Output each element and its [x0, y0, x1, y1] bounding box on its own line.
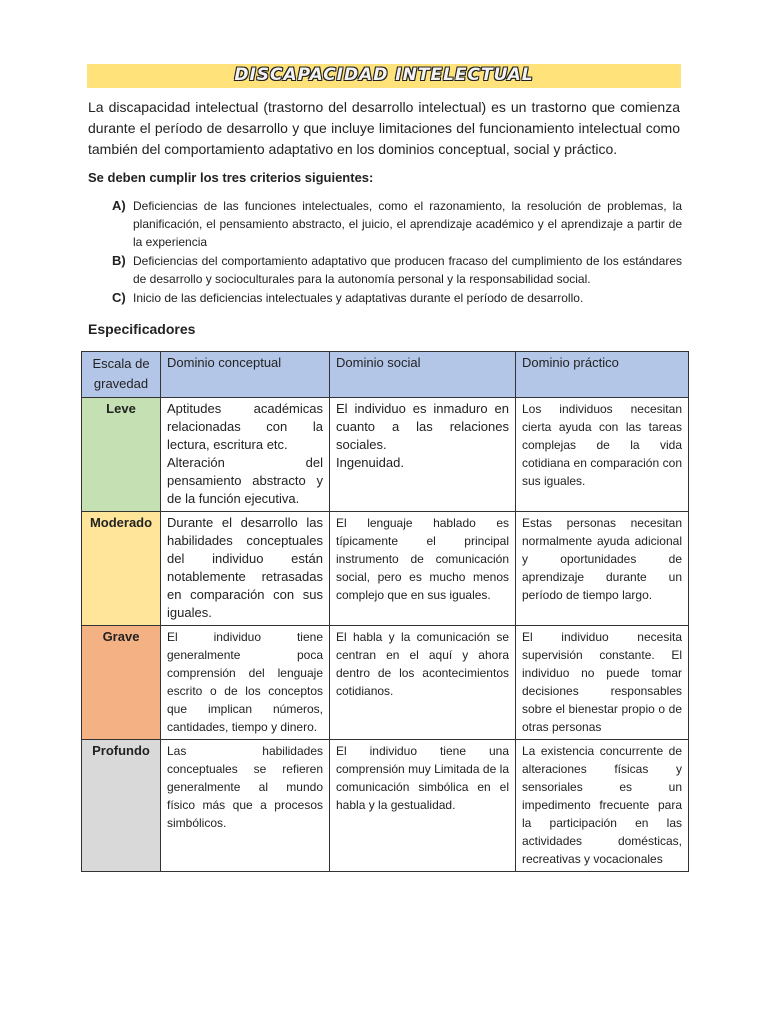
social-cell: El lenguaje hablado es típicamente el principal instrumento de comunicación social, pero es mucho menos complejo que en sus iguales. [330, 512, 516, 626]
severity-cell: Profundo [82, 740, 161, 872]
conceptual-cell: El individuo tiene generalmente poca comprensión del lenguaje escrito o de los conceptos que implican números, cantidades, tiempo y dinero. [161, 626, 330, 740]
table-header-row [82, 352, 689, 398]
header-practical: Dominio práctico [516, 352, 689, 398]
social-cell [330, 398, 516, 512]
intro-paragraph: La discapacidad intelectual (trastorno del desarrollo intelectual) es un trastorno que comienza durante el período de desarrollo y que incluye limitaciones del funcionamiento intelectual como también del comportamiento adaptativo en los dominios conceptual, social y práctico. [88, 99, 680, 157]
criteria-item-c [88, 289, 682, 307]
criteria-text: Deficiencias de las funciones intelectuales, como el razonamiento, la resolución de problemas, la planificación, el pensamiento abstracto, el juicio, el aprendizaje académico y el aprendizaje a partir de la experiencia [133, 199, 682, 249]
conceptual-text: Aptitudes académicas relacionadas con la lectura, escritura etc. [167, 401, 323, 452]
header-severity: Escala de gravedad [82, 352, 161, 398]
conceptual-cell [161, 398, 330, 512]
table-row [82, 626, 689, 740]
criteria-item-a [88, 197, 682, 251]
conceptual-cell: Las habilidades conceptuales se refieren generalmente al mundo físico más que a procesos simbólicos. [161, 740, 330, 872]
practical-cell: La existencia concurrente de alteraciones físicas y sensoriales es un impedimento frecuente para la participación en las actividades domésticas, recreativas y vocacionales [516, 740, 689, 872]
criteria-letter: A) [112, 198, 126, 213]
severity-cell: Moderado [82, 512, 161, 626]
criteria-letter: B) [112, 253, 126, 268]
table-row [82, 398, 689, 512]
conceptual-cell: Durante el desarrollo las habilidades conceptuales del individuo están notablemente retrasadas en comparación con sus iguales. [161, 512, 330, 626]
header-social: Dominio social [330, 352, 516, 398]
criteria-text: Deficiencias del comportamiento adaptativo que producen fracaso del cumplimiento de los estándares de desarrollo y socioculturales para la autonomía personal y la responsabilidad social. [133, 254, 682, 286]
criteria-text: Inicio de las deficiencias intelectuales y adaptativas durante el período de desarrollo. [133, 291, 584, 305]
severity-cell: Grave [82, 626, 161, 740]
title-banner [87, 64, 681, 88]
specifiers-heading: Especificadores [88, 321, 196, 337]
social-text: El individuo es inmaduro en cuanto a las relaciones sociales. [336, 401, 509, 452]
practical-cell: Estas personas necesitan normalmente ayuda adicional y oportunidades de aprendizaje durante un período de tiempo largo. [516, 512, 689, 626]
header-conceptual: Dominio conceptual [161, 352, 330, 398]
social-text-extra: Ingenuidad. [336, 455, 404, 470]
practical-cell: Los individuos necesitan cierta ayuda con las tareas complejas de la vida cotidiana en comparación con sus iguales. [516, 398, 689, 512]
criteria-list [88, 197, 682, 308]
table-row [82, 740, 689, 872]
social-cell: El individuo tiene una comprensión muy Limitada de la comunicación simbólica en el habla y la gestualidad. [330, 740, 516, 872]
practical-cell: El individuo necesita supervisión constante. El individuo no puede tomar decisiones responsables sobre el bienestar propio o de otras personas [516, 626, 689, 740]
severity-cell: Leve [82, 398, 161, 512]
social-cell: El habla y la comunicación se centran en el aquí y ahora dentro de los acontecimientos cotidianos. [330, 626, 516, 740]
conceptual-text-extra: Alteración del pensamiento abstracto y de la función ejecutiva. [167, 455, 323, 506]
criteria-letter: C) [112, 290, 126, 305]
criteria-item-b [88, 252, 682, 288]
page-title: DISCAPACIDAD INTELECTUAL [234, 65, 534, 85]
severity-table [81, 351, 689, 872]
table-row [82, 512, 689, 626]
criteria-heading: Se deben cumplir los tres criterios siguientes: [88, 170, 374, 185]
